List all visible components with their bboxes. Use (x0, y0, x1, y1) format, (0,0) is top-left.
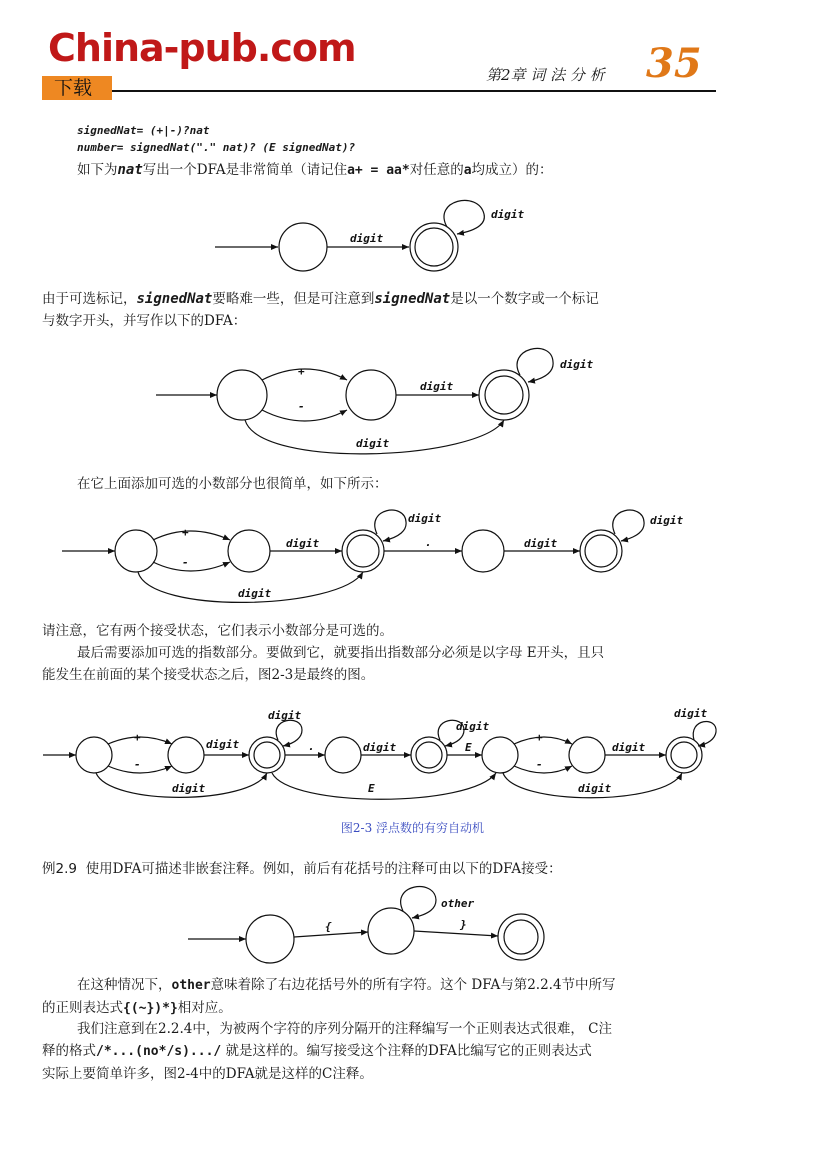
label-E: E (465, 741, 472, 754)
china-pub-logo: China-pub.com (48, 26, 356, 70)
label-digit: digit (286, 537, 320, 550)
label-other: other (441, 897, 475, 910)
state-accept-inner (671, 742, 697, 768)
text: 由于可选标记， (42, 291, 137, 307)
code-signednat: signedNat (136, 291, 213, 307)
label-digit: digit (268, 709, 302, 722)
text: 就是这样的。编写接受这个注释的DFA比编写它的正则表达式 (221, 1043, 592, 1059)
code-line-signednat: signedNat= (+|-)?nat (77, 124, 210, 137)
label-digit: digit (420, 380, 454, 393)
state-exp-sign (569, 737, 605, 773)
code-c-comment: /*...(no*/s).../ (96, 1044, 222, 1059)
figure-caption: 图2-3 浮点数的有穷自动机 (340, 821, 485, 835)
dfa-fraction (62, 510, 683, 602)
label-minus: - (182, 556, 189, 569)
text: 相对应。 (177, 1000, 232, 1016)
self-loop (375, 510, 406, 541)
state-start (279, 223, 327, 271)
state-dot (325, 737, 361, 773)
label-minus: - (298, 400, 305, 413)
text: 能发生在前面的某个接受状态之后，图2-3是最终的图。 (42, 667, 375, 683)
text: 在这种情况下， (77, 977, 172, 993)
dfa-float (43, 707, 716, 799)
label-plus: + (298, 365, 305, 378)
text: 实际上要简单许多，图2-4中的DFA就是这样的C注释。 (42, 1066, 373, 1082)
state-accept-inner (415, 228, 453, 266)
state-accept-inner (504, 920, 538, 954)
paragraph-fraction: 在它上面添加可选的小数部分也很简单，如下所示： (77, 476, 388, 492)
code-regex: {(~})*} (123, 1001, 178, 1016)
text: 如下为 (77, 162, 118, 178)
label-dot: . (425, 536, 432, 549)
state-accept-inner (254, 742, 280, 768)
code-a: a (463, 163, 472, 178)
text: 是以一个数字或一个标记 (450, 291, 599, 307)
self-loop (517, 348, 553, 382)
code-line-number: number= signedNat("." nat)? (E signedNat)? (77, 141, 356, 154)
paragraph-two-accept: 请注意，它有两个接受状态，它们表示小数部分是可选的。 (42, 623, 393, 639)
transition-rbrace (414, 931, 498, 936)
label-digit: digit (356, 437, 390, 450)
transition-minus (153, 562, 230, 571)
state-sign (168, 737, 204, 773)
code-a-plus: a+ = aa* (347, 163, 410, 178)
state-accept-inner (485, 376, 523, 414)
label-rbrace: } (460, 918, 467, 931)
transition-plus (514, 737, 572, 744)
label-plus: + (134, 731, 141, 744)
example-label: 例2.9 (42, 861, 77, 877)
state-accept-inner (347, 535, 379, 567)
state-inside (368, 908, 414, 954)
transition-plus (153, 531, 230, 540)
text: 对任意的 (409, 162, 464, 178)
state-accept-inner (416, 742, 442, 768)
download-badge: 下载 (42, 76, 112, 100)
label-digit: digit (206, 738, 240, 751)
state-accept-inner (585, 535, 617, 567)
label-digit: digit (578, 782, 612, 795)
state-sign (228, 530, 270, 572)
label-digit: digit (172, 782, 206, 795)
label-digit: digit (491, 208, 525, 221)
text: 我们注意到在2.2.4中，为被两个字符的序列分隔开的注释编写一个正则表达式很难， C注 (77, 1021, 612, 1037)
dfa-nat (215, 200, 524, 271)
state-start (246, 915, 294, 963)
text: 与数字开头，并写作以下的DFA： (42, 313, 247, 329)
code-nat: nat (117, 162, 143, 178)
transition-minus (514, 766, 572, 773)
text: 要略难一些，但是可注意到 (212, 291, 375, 307)
label-dot: . (308, 740, 315, 753)
text: 意味着除了右边花括号外的所有字符。这个 DFA与第2.2.4节中所写 (210, 977, 616, 993)
transition-E-bypass (272, 773, 496, 799)
label-digit: digit (674, 707, 708, 720)
self-loop (613, 510, 644, 541)
text: 最后需要添加可选的指数部分。要做到它，就要指出指数部分必须是以字母 E开头，且只 (77, 645, 605, 661)
state-E (482, 737, 518, 773)
state-start (115, 530, 157, 572)
label-plus: + (182, 526, 189, 539)
text: 使用DFA可描述非嵌套注释。例如，前后有花括号的注释可由以下的DFA接受： (85, 861, 562, 877)
label-digit: digit (238, 587, 272, 600)
label-digit: digit (456, 720, 490, 733)
code-other: other (171, 978, 211, 993)
label-digit: digit (408, 512, 442, 525)
label-minus: - (536, 758, 543, 771)
text: 释的格式 (42, 1043, 96, 1059)
label-plus: + (536, 731, 543, 744)
state-start (217, 370, 267, 420)
dfa-signednat (156, 348, 593, 453)
chapter-title: 第2章 词 法 分 析 (486, 66, 605, 84)
label-digit: digit (350, 232, 384, 245)
label-digit: digit (363, 741, 397, 754)
text: 的正则表达式 (42, 1000, 123, 1016)
code-signednat: signedNat (374, 291, 451, 307)
label-E: E (368, 782, 375, 795)
text: 写出一个DFA是非常简单（请记住 (142, 162, 348, 178)
state-start (76, 737, 112, 773)
state-dot (462, 530, 504, 572)
state-sign (346, 370, 396, 420)
label-digit: digit (524, 537, 558, 550)
dfa-comment (188, 887, 544, 963)
label-digit: digit (560, 358, 594, 371)
label-lbrace: { (325, 920, 332, 933)
text: 均成立）的： (471, 162, 553, 178)
label-digit: digit (612, 741, 646, 754)
label-minus: - (134, 758, 141, 771)
label-digit: digit (650, 514, 684, 527)
page-number: 35 (646, 40, 702, 87)
